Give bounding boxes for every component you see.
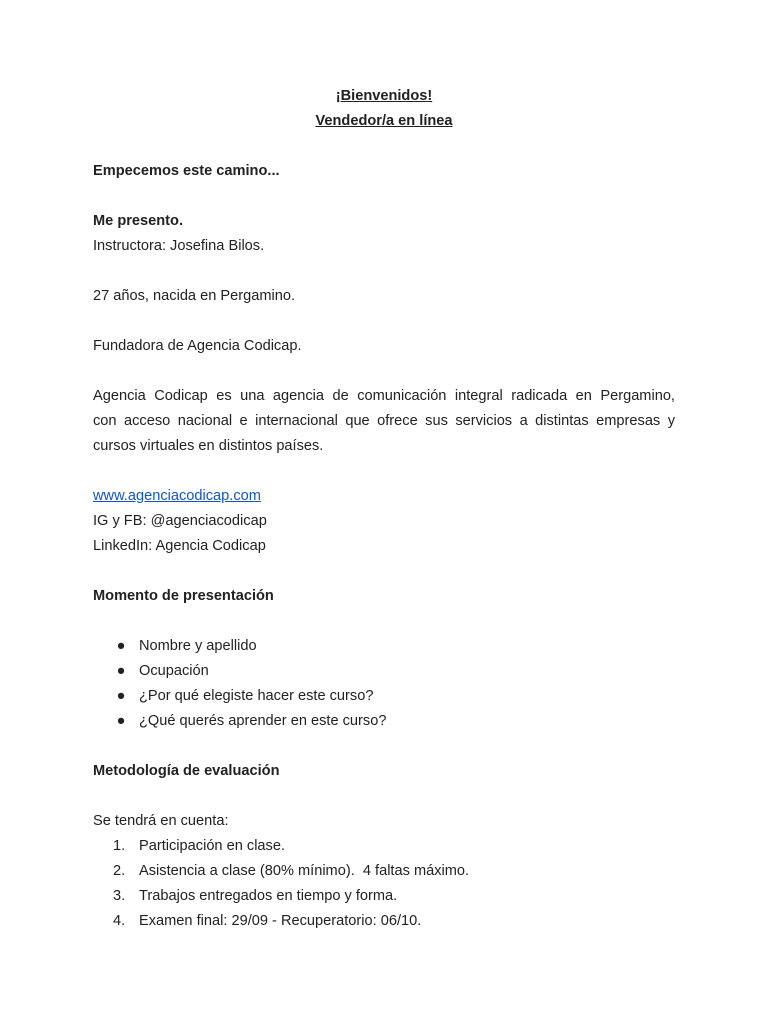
item-number: 4.	[113, 913, 126, 929]
agency-description-line-2: con acceso nacional e internacional que ofrece sus servicios a distintas empresas y	[93, 413, 675, 429]
item-number: 3.	[113, 888, 126, 904]
list-item: 4. Examen final: 29/09 - Recuperatorio: 06/10.	[93, 909, 675, 934]
agency-description-line-1: Agencia Codicap es una agencia de comunicación integral radicada en Pergamino,	[93, 388, 675, 404]
presentation-bullet-list	[93, 634, 675, 734]
linkedin-line: LinkedIn: Agencia Codicap	[93, 538, 266, 554]
agency-description-line-3: cursos virtuales en distintos países.	[93, 438, 324, 454]
list-item: ● ¿Qué querés aprender en este curso?	[93, 709, 675, 734]
item-number: 2.	[113, 863, 126, 879]
list-item: ● Ocupación	[93, 659, 675, 684]
moment-heading: Momento de presentación	[93, 588, 274, 604]
course-title: Vendedor/a en línea	[315, 113, 453, 129]
presentation-heading: Me presento.	[93, 213, 184, 229]
social-handles: IG y FB: @agenciacodicap	[93, 513, 267, 529]
evaluation-numbered-list	[93, 834, 675, 934]
bullet-icon: ●	[116, 638, 126, 654]
document-body	[93, 84, 675, 934]
list-item: ● ¿Por qué elegiste hacer este curso?	[93, 684, 675, 709]
age-origin-line: 27 años, nacida en Pergamino.	[93, 288, 296, 304]
intro-heading: Empecemos este camino...	[93, 163, 280, 179]
instructor-line: Instructora: Josefina Bilos.	[93, 238, 265, 254]
founder-line: Fundadora de Agencia Codicap.	[93, 338, 302, 354]
evaluation-lead: Se tendrá en cuenta:	[93, 813, 229, 829]
bullet-icon: ●	[116, 663, 126, 679]
list-item: 3. Trabajos entregados en tiempo y forma.	[93, 884, 675, 909]
list-item: 2. Asistencia a clase (80% mínimo). 4 faltas máximo.	[93, 859, 675, 884]
list-item: 1. Participación en clase.	[93, 834, 675, 859]
evaluation-heading: Metodología de evaluación	[93, 763, 280, 779]
bullet-icon: ●	[116, 713, 126, 729]
bullet-icon: ●	[116, 688, 126, 704]
website-link[interactable]: www.agenciacodicap.com	[93, 488, 261, 504]
item-number: 1.	[113, 838, 126, 854]
list-item: ● Nombre y apellido	[93, 634, 675, 659]
welcome-title: ¡Bienvenidos!	[335, 88, 433, 104]
